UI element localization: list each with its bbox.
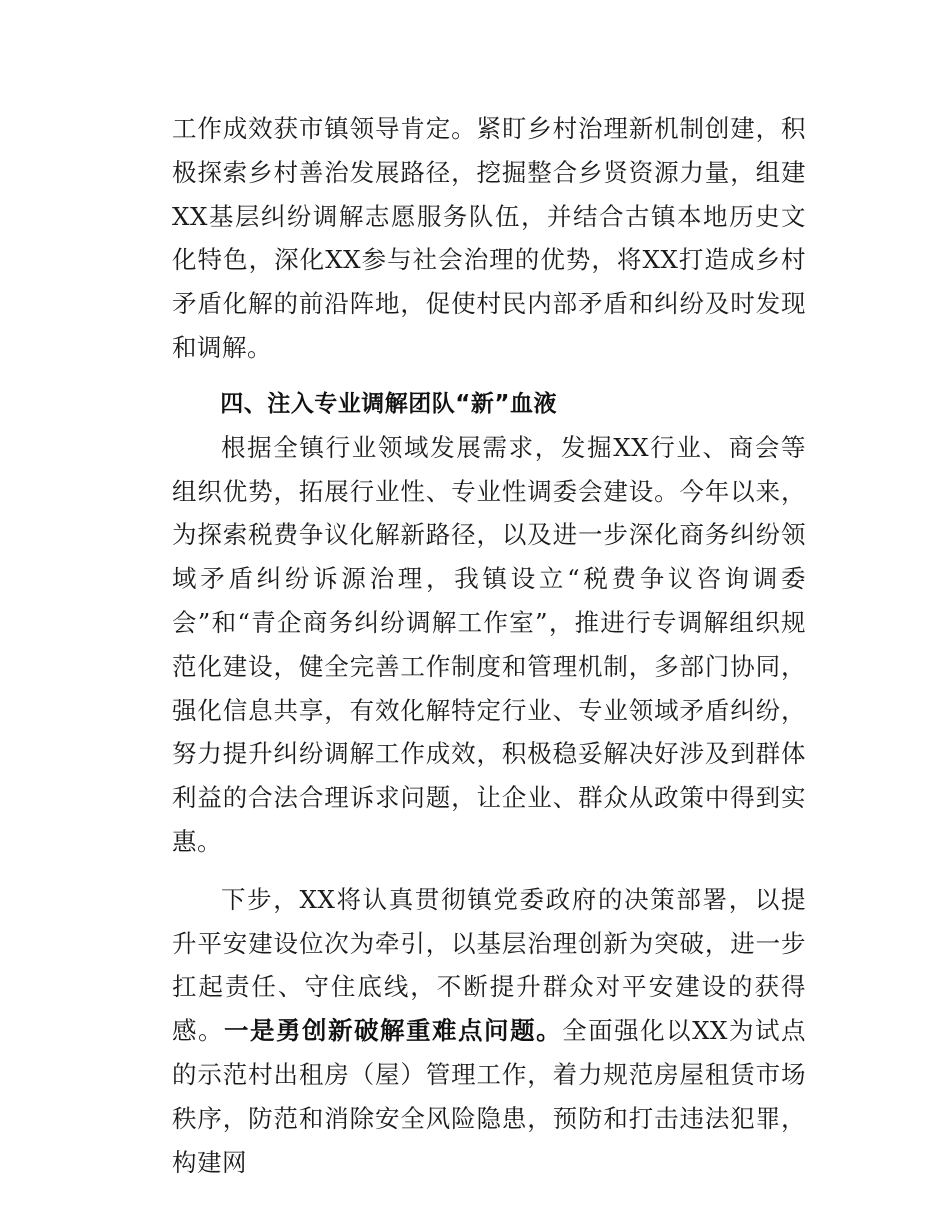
paragraph-professional-mediation: 根据全镇行业领域发展需求，发掘XX行业、商会等组织优势，拓展行业性、专业性调委会建设。今年以来，为探索税费争议化解新路径，以及进一步深化商务纠纷领域矛盾纠纷诉源治理，我镇设立“税费争议咨询调委会”和“青企商务纠纷调解工作室”，推进行专调解组织规范化建设，健全完善工作制度和管理机制，多部门协同，强化信息共享，有效化解特定行业、专业领域矛盾纠纷，努力提升纠纷调解工作成效，积极稳妥解决好涉及到群体利益的合法合理诉求问题，让企业、群众从政策中得到实惠。 [172,432,806,856]
section-heading-4: 四、注入专业调解团队“新”血液 [220,390,558,417]
next-steps-text: 下步，XX将认真贯彻镇党委政府的决策部署，以提升平安建设位次为牵引，以基层治理创新为突破，进一步扛起责任、守住底线，不断提升群众对平安建设的获得感。 [172,884,806,1046]
paragraph-next-steps [172,878,806,1185]
first-point-lead: 一是勇创新破解重难点问题。 [224,1016,563,1046]
document-body [172,107,806,1184]
first-point-text: 全面强化以XX为试点的示范村出租房（屋）管理工作，着力规范房屋租赁市场秩序，防范和消除安全风险隐患，预防和打击违法犯罪，构建网 [172,1016,806,1177]
paragraph-continued: 工作成效获市镇领导肯定。紧盯乡村治理新机制创建，积极探索乡村善治发展路径，挖掘整合乡贤资源力量，组建XX基层纠纷调解志愿服务队伍，并结合古镇本地历史文化特色，深化XX参与社会治理的优势，将XX打造成乡村矛盾化解的前沿阵地，促使村民内部矛盾和纠纷及时发现和调解。 [172,114,806,362]
